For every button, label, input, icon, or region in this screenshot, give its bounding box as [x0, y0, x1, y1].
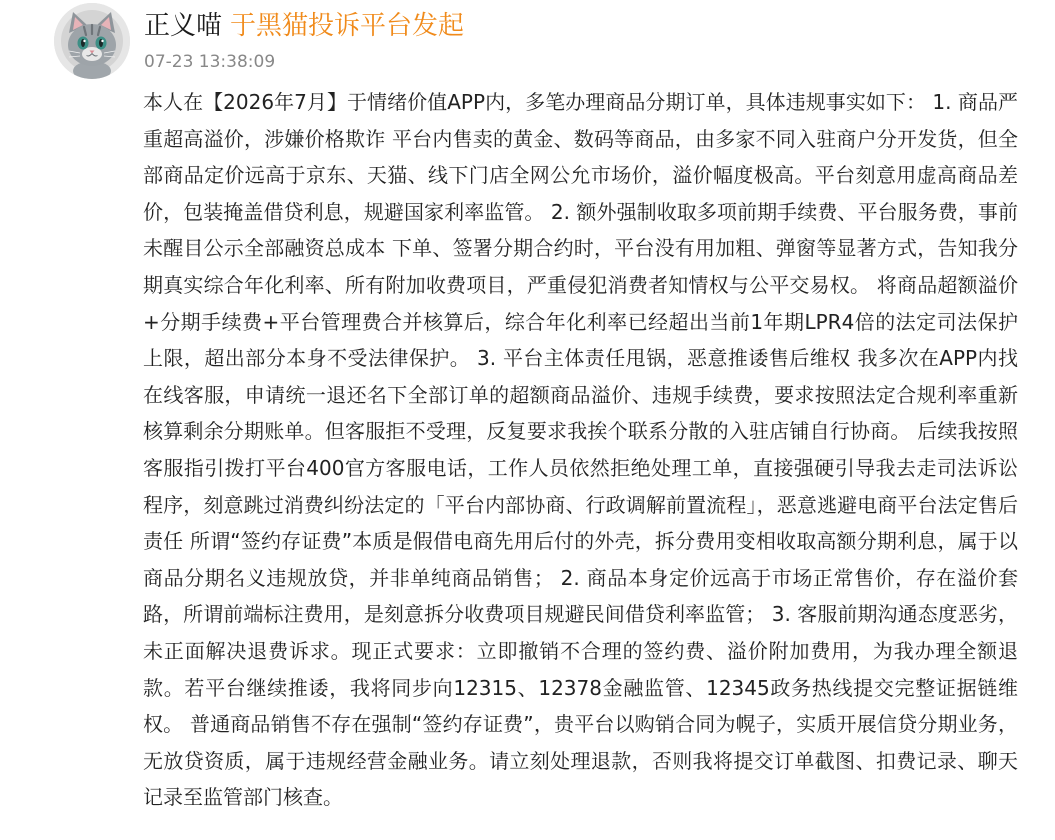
post-header: [144, 6, 464, 46]
source-platform-link[interactable]: 于黑猫投诉平台发起: [230, 11, 465, 41]
cat-avatar-icon: [54, 3, 130, 79]
avatar[interactable]: [54, 3, 130, 79]
complaint-content: 本人在【2026年7月】于情绪价值APP内，多笔办理商品分期订单，具体违规事实如下： 1. 商品严重超高溢价，涉嫌价格欺诈 平台内售卖的黄金、数码等商品，由多家不同入驻商户分开发货，但全部商品定价远高于京东、天猫、线下门店全网公允市场价，溢价幅度极高。平台刻意用虚高商品差价，包装掩盖借贷利息，规避国家利率监管。 2. 额外强制收取多项前期手续费、平台服务费，事前未醒目公示全部融资总成本 下单、签署分期合约时，平台没有用加粗、弹窗等显著方式，告知我分期真实综合年化利率、所有附加收费项目，严重侵犯消费者知情权与公平交易权。 将商品超额溢价+分期手续费+平台管理费合并核算后，综合年化利率已经超出当前1年期LPR4倍的法定司法保护上限，超出部分本身不受法律保护。 3. 平台主体责任甩锅，恶意推诿售后维权 我多次在APP内找在线客服，申请统一退还名下全部订单的超额商品溢价、违规手续费，要求按照法定合规利率重新核算剩余分期账单。但客服拒不受理，反复要求我挨个联系分散的入驻店铺自行协商。 后续我按照客服指引拨打平台400官方客服电话，工作人员依然拒绝处理工单，直接强硬引导我去走司法诉讼程序，刻意跳过消费纠纷法定的「平台内部协商、行政调解前置流程」，恶意逃避电商平台法定售后责任 所谓“签约存证费”本质是假借电商先用后付的外壳，拆分费用变相收取高额分期利息，属于以商品分期名义违规放贷，并非单纯商品销售； 2. 商品本身定价远高于市场正常售价，存在溢价套路，所谓前端标注费用，是刻意拆分收费项目规避民间借贷利率监管； 3. 客服前期沟通态度恶劣，未正面解决退费诉求。现正式要求：立即撤销不合理的签约费、溢价附加费用，为我办理全额退款。若平台继续推诿，我将同步向12315、12378金融监管、12345政务热线提交完整证据链维权。 普通商品销售不存在强制“签约存证费”，贵平台以购销合同为幌子，实质开展信贷分期业务，无放贷资质，属于违规经营金融业务。请立刻处理退款，否则我将提交订单截图、扣费记录、聊天记录至监管部门核查。: [143, 90, 1018, 810]
author-name[interactable]: 正义喵: [144, 11, 223, 41]
post-timestamp: 07-23 13:38:09: [144, 52, 276, 72]
